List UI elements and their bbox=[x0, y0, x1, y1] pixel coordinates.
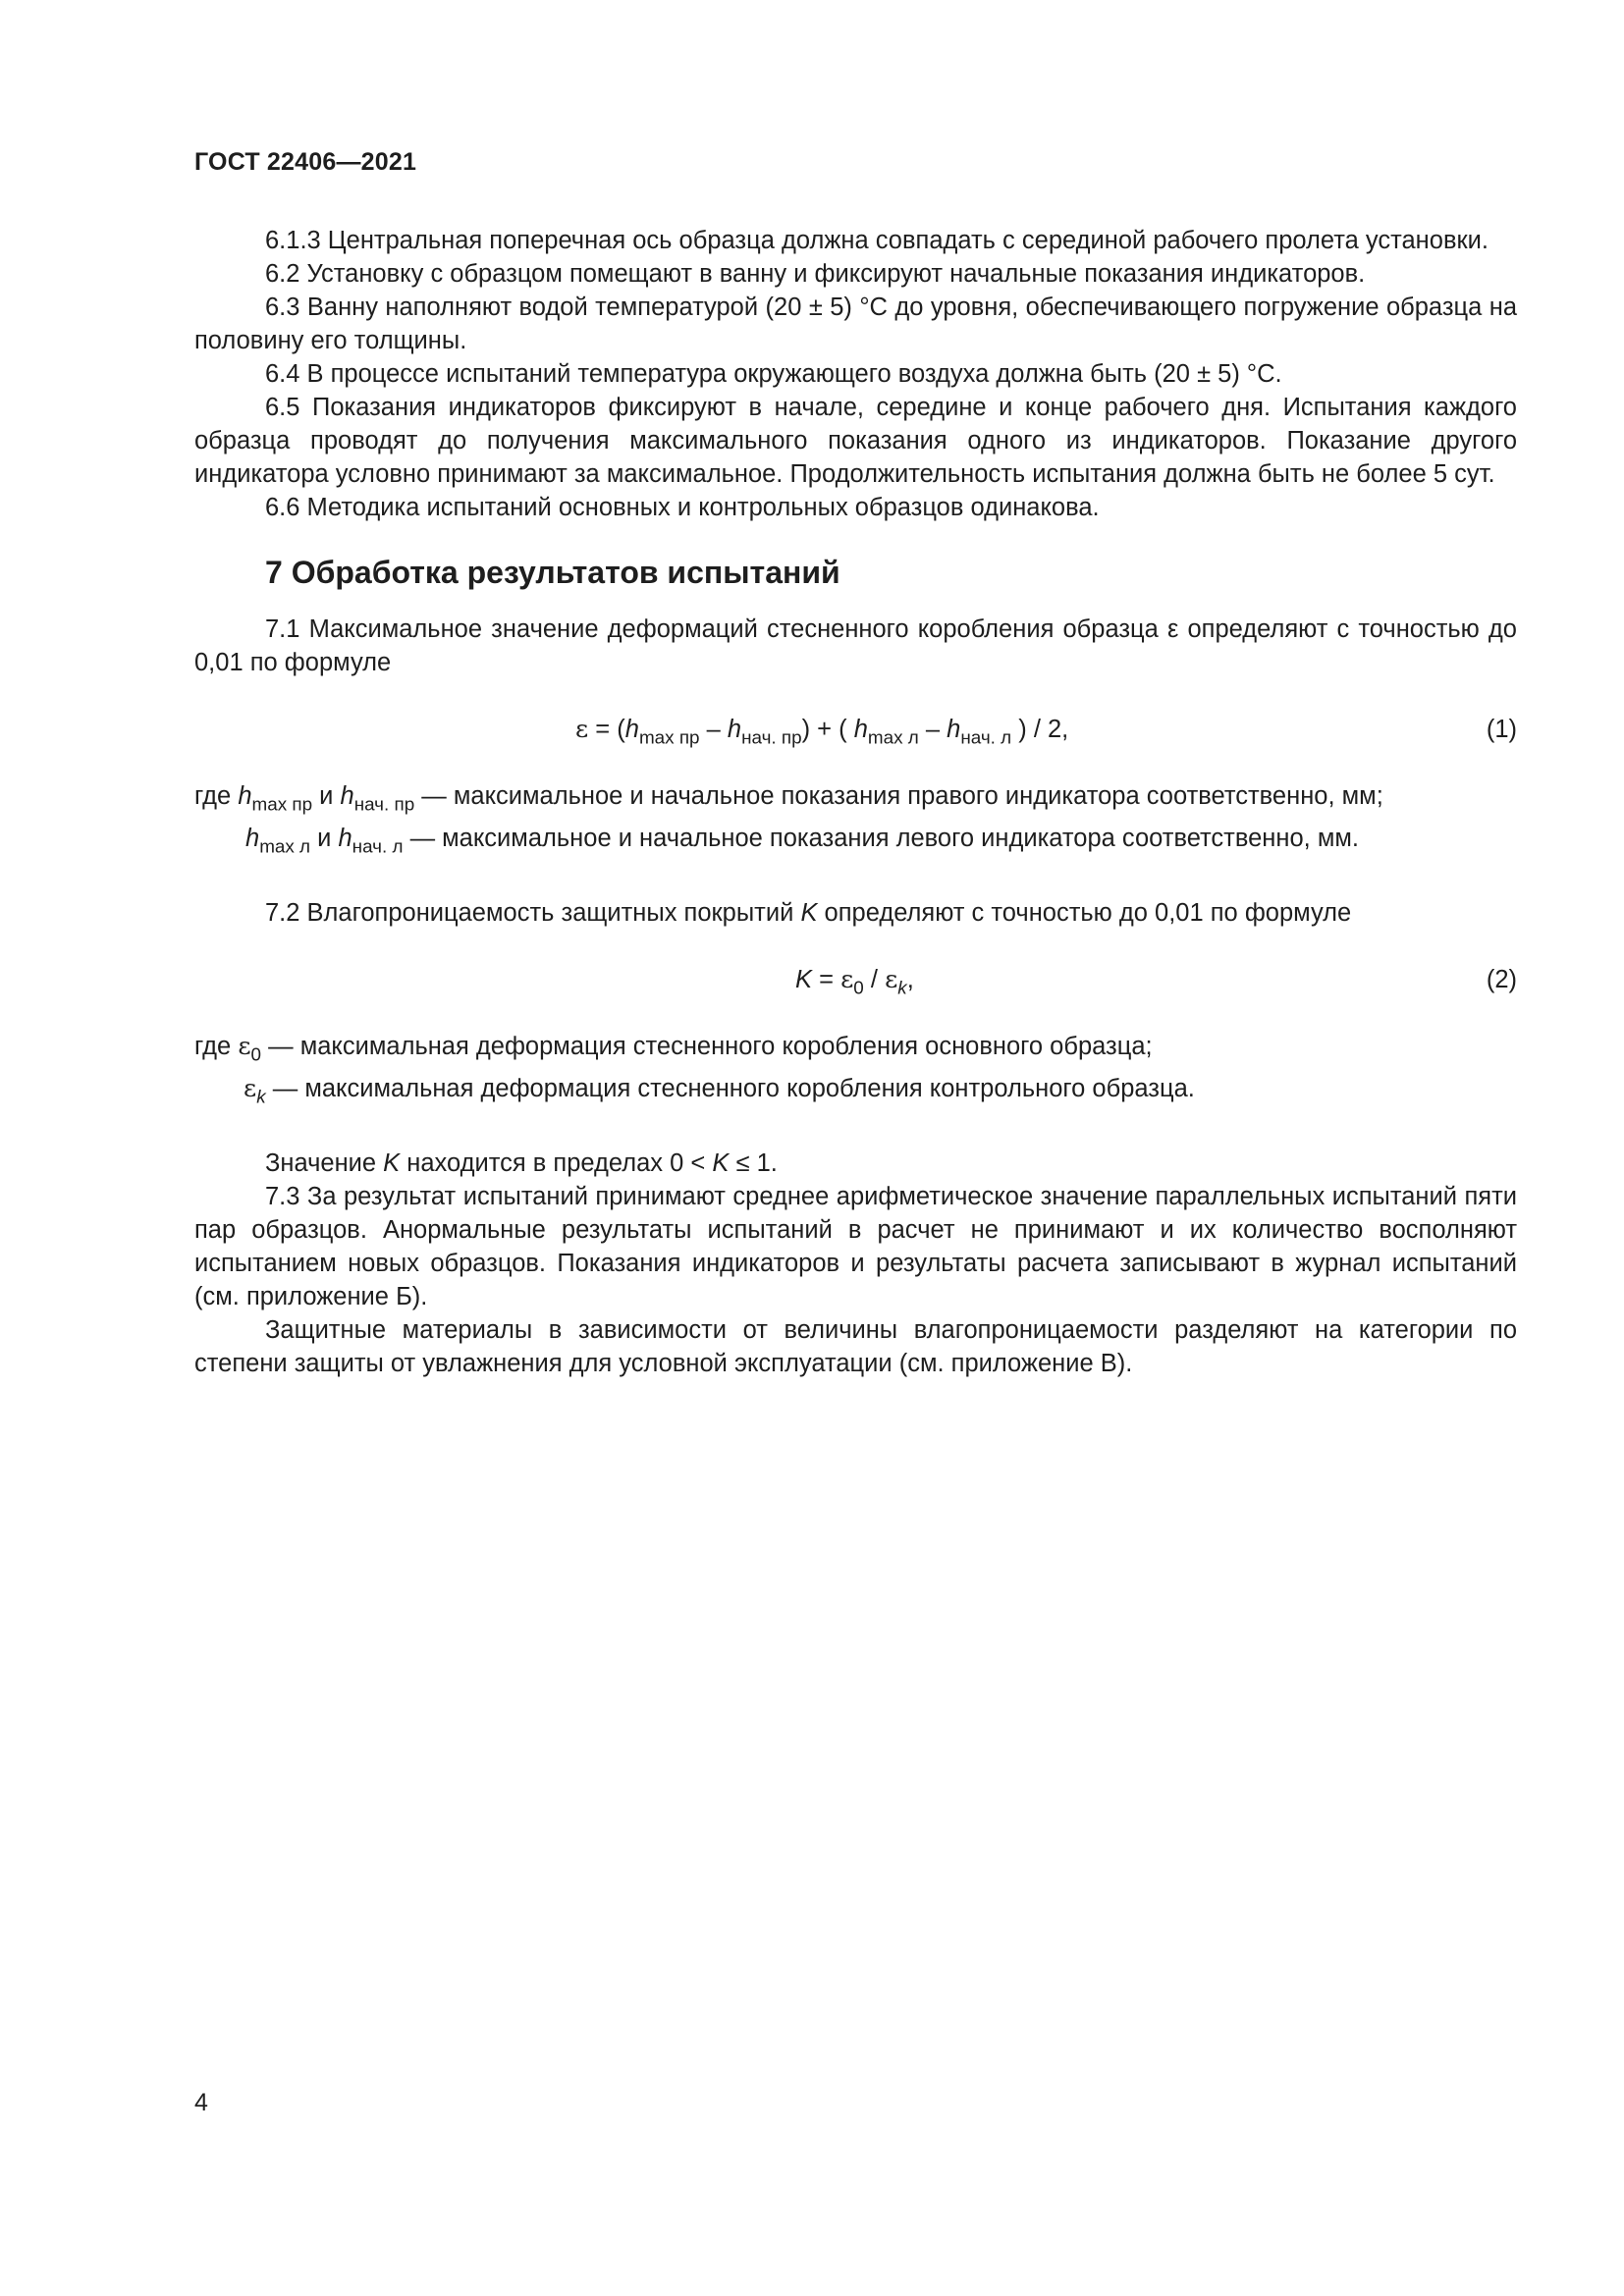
page-number: 4 bbox=[194, 2089, 208, 2116]
paragraph-6-3: 6.3 Ванну наполняют водой температурой (20 ± 5) °С до уровня, обеспечивающего погружение образца на половину его толщины. bbox=[194, 294, 1517, 354]
paragraph-6-5: 6.5 Показания индикаторов фиксируют в начале, середине и конце рабочего дня. Испытания каждого образца проводят до получения максимального показания одного из индикаторов. Показание другого индикатора условно принимают за максимальное. Продолжительность испытания должна быть не более 5 сут. bbox=[194, 394, 1517, 488]
formula-2-number: (2) bbox=[1486, 966, 1517, 994]
paragraph-6-4: 6.4 В процессе испытаний температура окружающего воздуха должна быть (20 ± 5) °С. bbox=[265, 360, 1282, 388]
paragraph-k-range: Значение K находится в пределах 0 < K ≤ 1. bbox=[265, 1149, 778, 1178]
formula-1-where-line-1: где $h_{max пр}$ и $h_{нач. пр}$ — максимальное и начальное показания правого индикатора соответственно, мм; bbox=[194, 782, 1383, 815]
document-body bbox=[194, 224, 1517, 1380]
paragraph-7-1: 7.1 Максимальное значение деформаций стесненного коробления образца ε определяют с точностью до 0,01 по формуле bbox=[194, 615, 1517, 676]
paragraph-6-2: 6.2 Установку с образцом помещают в ванну и фиксируют начальные показания индикаторов. bbox=[265, 260, 1366, 288]
formula-2-where-line-2: $\varepsilon_k$ — максимальная деформация стесненного коробления контрольного образца. bbox=[244, 1073, 1195, 1107]
formula-1-expression: $\varepsilon = (h_{max пр} - h_{нач. пр})$ + ( $h_{max л} - h_{нач. л}$ ) / 2, bbox=[575, 715, 1069, 748]
formula-1-number: (1) bbox=[1486, 716, 1517, 743]
formula-2-expression: $K = \varepsilon_0 / \varepsilon_k$, bbox=[795, 965, 914, 998]
paragraph-6-1-3: 6.1.3 Центральная поперечная ось образца должна совпадать с серединой рабочего пролета установки. bbox=[265, 227, 1489, 254]
paragraph-7-3: 7.3 За результат испытаний принимают среднее арифметическое значение параллельных испытаний пяти пар образцов. Анормальные результаты испытаний в расчет не принимают и их количество восполняют испытанием новых образцов. Показания индикаторов и результаты расчета записывают в журнал испытаний (см. приложение Б). bbox=[194, 1183, 1517, 1311]
formula-1-where-line-2: $h_{max л}$ и $h_{нач. л}$ — максимальное и начальное показания левого индикатора соответственно, мм. bbox=[245, 824, 1359, 857]
document-header: ГОСТ 22406—2021 bbox=[194, 148, 417, 176]
paragraph-7-2: 7.2 Влагопроницаемость защитных покрытий K определяют с точностью до 0,01 по формуле bbox=[265, 899, 1352, 928]
formula-1 bbox=[194, 713, 1517, 746]
section-7-heading: 7 Обработка результатов испытаний bbox=[265, 555, 840, 590]
paragraph-6-6: 6.6 Методика испытаний основных и контрольных образцов одинакова. bbox=[265, 494, 1100, 521]
formula-2-where-line-1: где $\varepsilon_0$ — максимальная деформация стесненного коробления основного образца; bbox=[194, 1032, 1153, 1065]
paragraph-categories: Защитные материалы в зависимости от величины влагопроницаемости разделяют на категории по степени защиты от увлажнения для условной эксплуатации (см. приложение В). bbox=[194, 1316, 1517, 1378]
formula-2 bbox=[194, 963, 1517, 996]
